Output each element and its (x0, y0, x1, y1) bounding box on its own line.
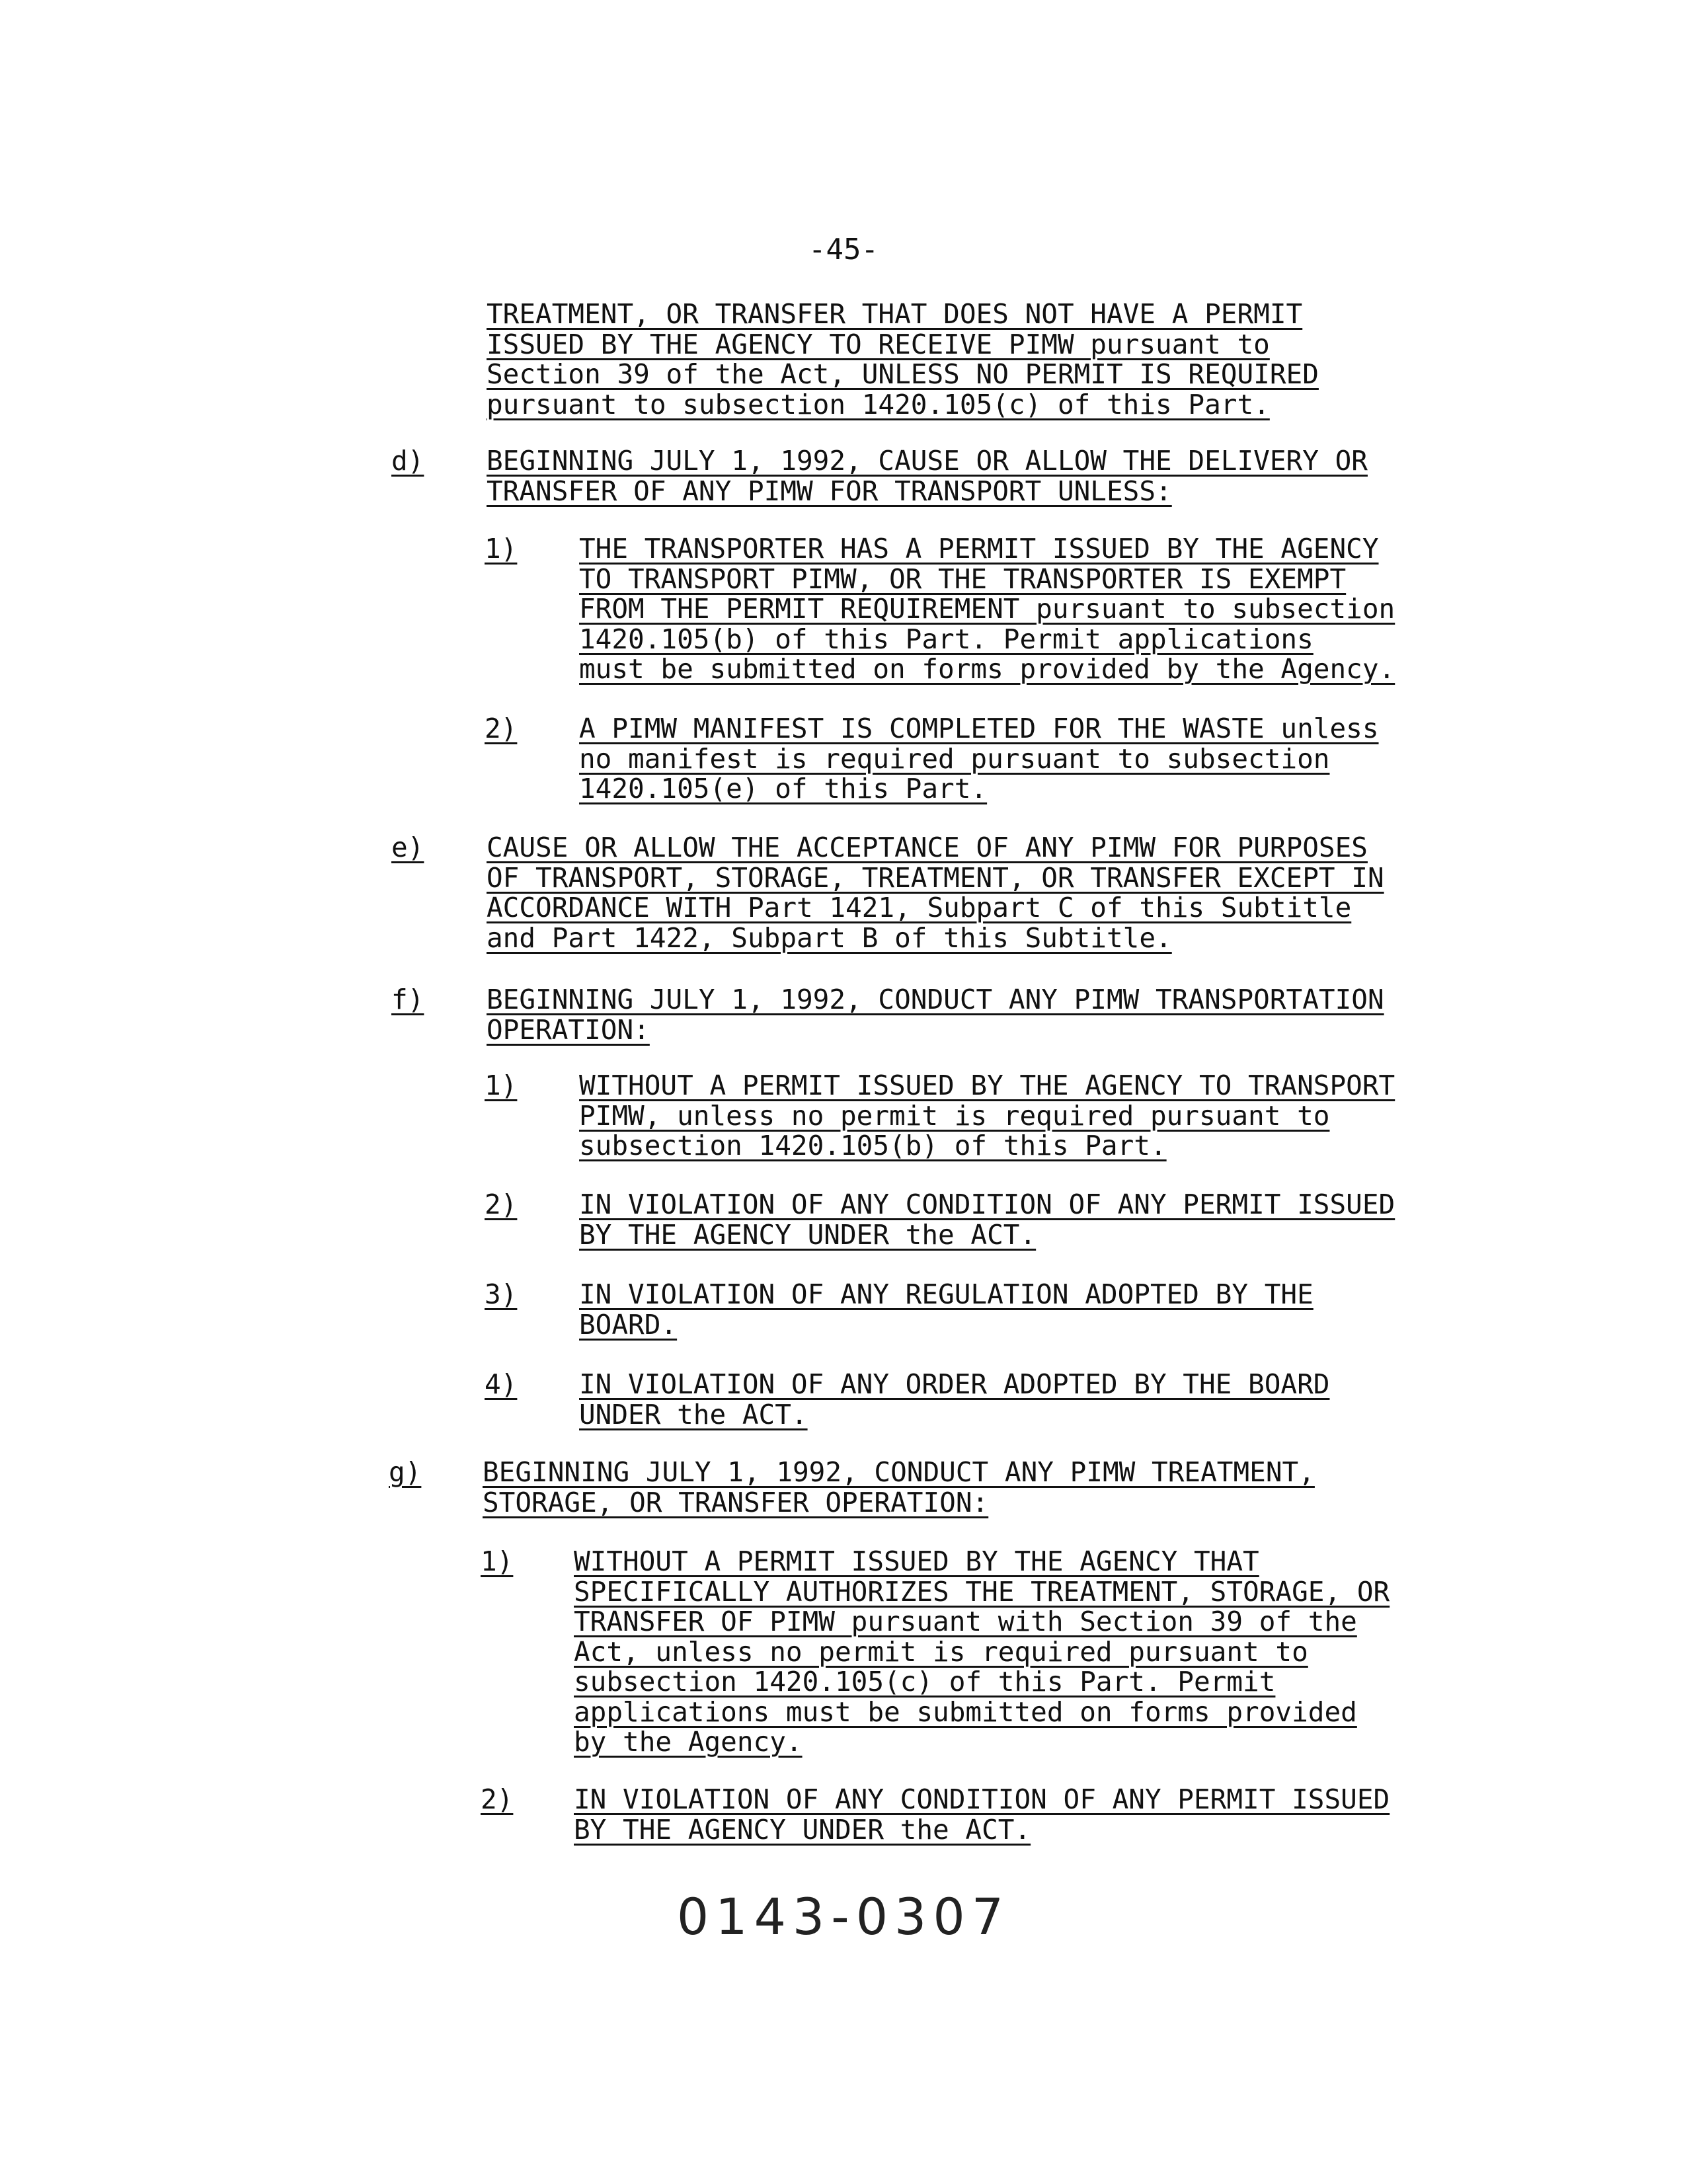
item-marker: g) (389, 1456, 422, 1488)
paragraph-line: TRANSFER OF PIMW pursuant with Section 39 of the (574, 1606, 1357, 1637)
paragraph-line: CAUSE OR ALLOW THE ACCEPTANCE OF ANY PIMW FOR PURPOSES (487, 832, 1368, 863)
paragraph (487, 299, 1319, 420)
paragraph-line: BEGINNING JULY 1, 1992, CONDUCT ANY PIMW TRANSPORTATION (487, 984, 1384, 1015)
paragraph-line: IN VIOLATION OF ANY CONDITION OF ANY PERMIT ISSUED (574, 1783, 1390, 1815)
paragraph-line: Act, unless no permit is required pursuant to (574, 1635, 1308, 1668)
paragraph-line: OPERATION: (487, 1013, 650, 1046)
paragraph-line: WITHOUT A PERMIT ISSUED BY THE AGENCY TO TRANSPORT (579, 1070, 1395, 1101)
paragraph-line: PIMW, unless no permit is required pursuant to (579, 1099, 1330, 1132)
paragraph-line: IN VIOLATION OF ANY ORDER ADOPTED BY THE BOARD (579, 1368, 1330, 1400)
paragraph-line: A PIMW MANIFEST IS COMPLETED FOR THE WASTE unless (579, 713, 1379, 744)
paragraph-line: IN VIOLATION OF ANY REGULATION ADOPTED BY THE (579, 1278, 1314, 1310)
paragraph-line: STORAGE, OR TRANSFER OPERATION: (483, 1486, 989, 1518)
paragraph (574, 1785, 1390, 1845)
paragraph-line: WITHOUT A PERMIT ISSUED BY THE AGENCY THAT (574, 1545, 1259, 1577)
paragraph-line: subsection 1420.105(b) of this Part. (579, 1130, 1167, 1161)
document-stamp: 0143-0307 (676, 1887, 1011, 1946)
paragraph-line: TRANSFER OF ANY PIMW FOR TRANSPORT UNLESS: (487, 475, 1172, 507)
paragraph-line: TREATMENT, OR TRANSFER THAT DOES NOT HAVE A PERMIT (487, 298, 1303, 330)
item-marker: 2) (481, 1783, 514, 1815)
paragraph-line: IN VIOLATION OF ANY CONDITION OF ANY PERMIT ISSUED (579, 1189, 1395, 1220)
paragraph-line: FROM THE PERMIT REQUIREMENT pursuant to subsection (579, 593, 1395, 625)
paragraph-line: BOARD. (579, 1308, 678, 1341)
paragraph-line: 1420.105(e) of this Part. (579, 773, 988, 804)
paragraph-line: TO TRANSPORT PIMW, OR THE TRANSPORTER IS EXEMPT (579, 563, 1347, 595)
paragraph-line: BEGINNING JULY 1, 1992, CAUSE OR ALLOW THE DELIVERY OR (487, 445, 1368, 477)
paragraph-line: subsection 1420.105(c) of this Part. Permit (574, 1666, 1276, 1697)
paragraph (483, 1458, 1315, 1518)
paragraph-line: pursuant to subsection 1420.105(c) of this Part. (487, 388, 1270, 420)
paragraph-line: ACCORDANCE WITH Part 1421, Subpart C of this Subtitle (487, 892, 1352, 923)
item-marker: d) (391, 445, 424, 477)
paragraph-line: OF TRANSPORT, STORAGE, TREATMENT, OR TRANSFER EXCEPT IN (487, 861, 1384, 894)
paragraph-line: 1420.105(b) of this Part. Permit applications (579, 623, 1314, 655)
paragraph-line: by the Agency. (574, 1726, 803, 1758)
paragraph-line: UNDER the ACT. (579, 1398, 808, 1430)
page-number: -45- (808, 233, 879, 266)
item-marker: f) (391, 984, 424, 1015)
item-marker: 1) (481, 1545, 514, 1577)
paragraph (487, 446, 1368, 506)
paragraph-line: BEGINNING JULY 1, 1992, CONDUCT ANY PIMW TREATMENT, (483, 1456, 1315, 1488)
paragraph (487, 833, 1384, 953)
paragraph-line: SPECIFICALLY AUTHORIZES THE TREATMENT, STORAGE, OR (574, 1575, 1390, 1608)
paragraph (487, 985, 1384, 1045)
paragraph (579, 534, 1395, 685)
paragraph (579, 1280, 1314, 1340)
paragraph-line: must be submitted on forms provided by the Agency. (579, 653, 1395, 685)
paragraph (574, 1547, 1390, 1758)
paragraph-line: THE TRANSPORTER HAS A PERMIT ISSUED BY THE AGENCY (579, 533, 1379, 565)
paragraph-line: BY THE AGENCY UNDER the ACT. (574, 1813, 1031, 1846)
paragraph-line: Section 39 of the Act, UNLESS NO PERMIT IS REQUIRED (487, 358, 1319, 390)
paragraph-line: no manifest is required pursuant to subsection (579, 742, 1330, 775)
item-marker: 2) (485, 713, 518, 744)
paragraph-line: applications must be submitted on forms provided (574, 1696, 1357, 1728)
item-marker: e) (391, 832, 424, 863)
paragraph (579, 714, 1379, 804)
item-marker: 2) (485, 1189, 518, 1220)
item-marker: 3) (485, 1278, 518, 1310)
paragraph (579, 1071, 1395, 1161)
paragraph (579, 1370, 1329, 1430)
item-marker: 1) (485, 1070, 518, 1101)
paragraph (579, 1190, 1395, 1250)
paragraph-line: BY THE AGENCY UNDER the ACT. (579, 1218, 1037, 1251)
item-marker: 1) (485, 533, 518, 565)
item-marker: 4) (485, 1368, 518, 1400)
paragraph-line: ISSUED BY THE AGENCY TO RECEIVE PIMW pursuant to (487, 328, 1270, 360)
paragraph-line: and Part 1422, Subpart B of this Subtitle. (487, 921, 1172, 954)
